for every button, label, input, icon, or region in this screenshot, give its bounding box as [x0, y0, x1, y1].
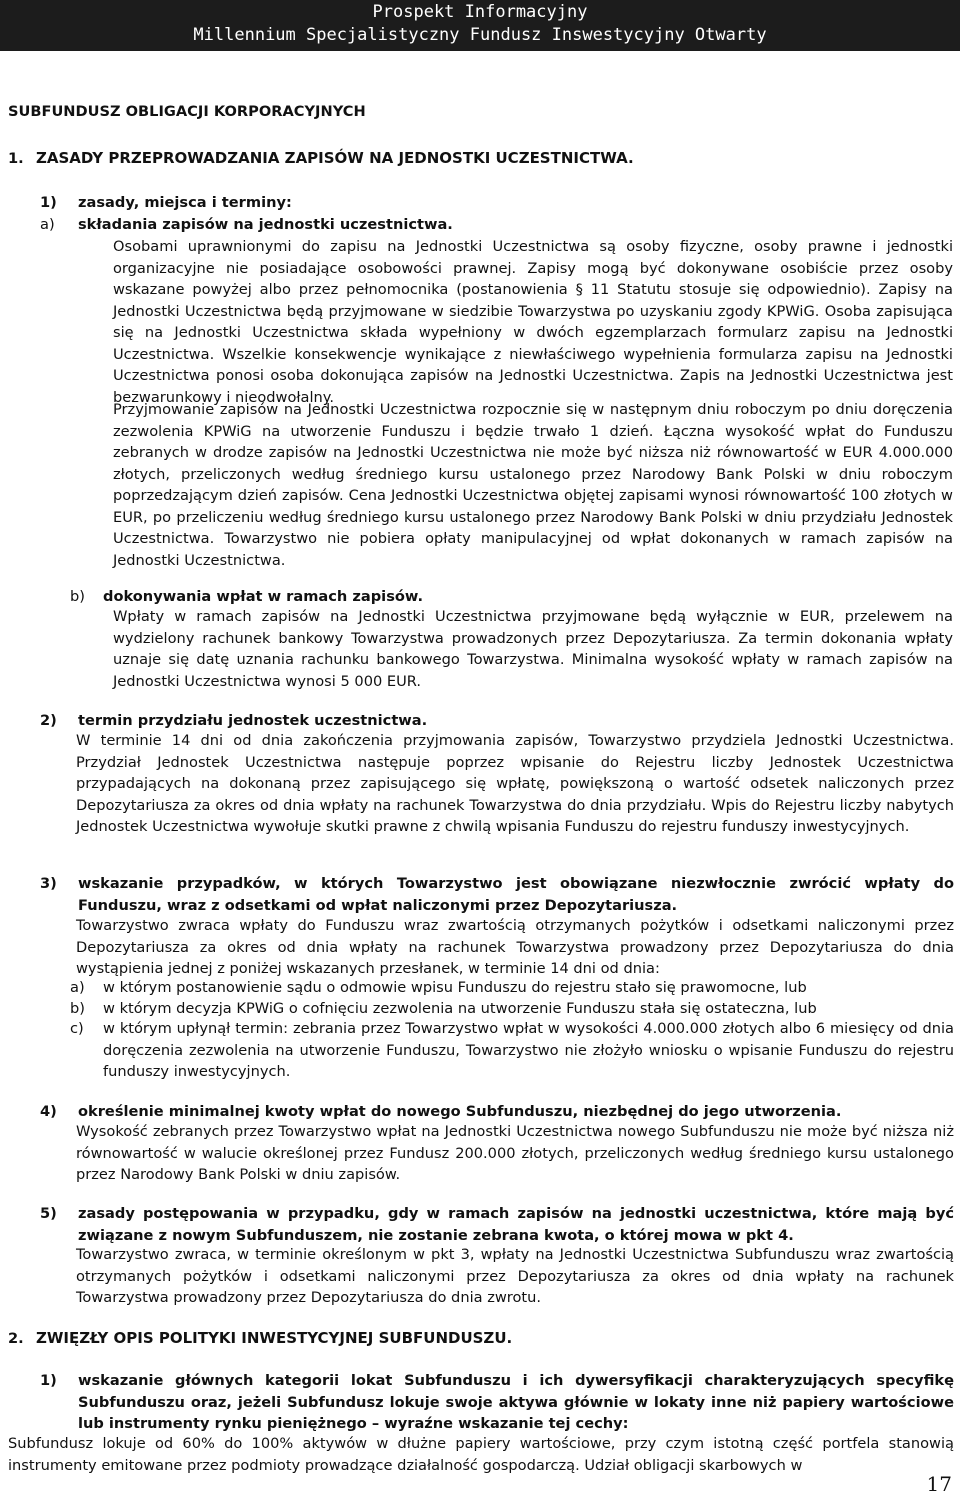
item-1b-title: dokonywania wpłat w ramach zapisów. [103, 588, 423, 605]
item-3b-text: w którym decyzja KPWiG o cofnięciu zezwolenia na utworzenie Funduszu stała się ostateczna, lub [103, 1000, 817, 1017]
section-1-number: 1. [8, 150, 24, 167]
s2-item-1-paragraph: Subfundusz lokuje od 60% do 100% aktywów w dłużne papiery wartościowe, przy czym istotną część portfela stanowią instrumenty emitowane przez podmioty prowadzące działalność gospodarczą. Udział obligacji skarbowych w [8, 1435, 954, 1474]
item-3a-text: w którym postanowienie sądu o odmowie wpisu Funduszu do rejestru stało się prawomocne, lub [103, 979, 807, 996]
item-3-number: 3) [40, 875, 57, 892]
item-2-paragraph: W terminie 14 dni od dnia zakończenia przyjmowania zapisów, Towarzystwo przydziela Jednostki Uczestnictwa. Przydział Jednostek Uczestnictwa następuje poprzez wpisanie do Rejestru liczby Jednostek Uczestnictwa przypadających na dokonaną przez zapisującego się wpłatę, powiększoną o wartość odsetek naliczonych przez Depozytariusza za okres od dnia wpłaty na rachunek Towarzystwa do dnia przydziału. Wpis do Rejestru liczby nabytych Jednostek Uczestnictwa wywołuje skutki prawne z chwilą wpisania Funduszu do rejestru funduszy inwestycyjnych. [76, 732, 954, 835]
document-header [0, 0, 960, 51]
s2-item-1-number: 1) [40, 1372, 57, 1389]
item-3a-label: a) [70, 979, 85, 996]
item-3b-label: b) [70, 1000, 85, 1017]
item-1a-title: składania zapisów na jednostki uczestnictwa. [78, 216, 453, 233]
item-2-number: 2) [40, 712, 57, 729]
item-5-paragraph: Towarzystwo zwraca, w terminie określonym w pkt 3, wpłaty na Jednostki Uczestnictwa Subfunduszu wraz zwartością otrzymanych pożytków i odsetkami naliczonymi przez Depozytariusza za okres od dnia wpłaty na rachunek Towarzystwa prowadzony przez Depozytariusza do dnia zwrotu. [76, 1246, 954, 1306]
item-5-number: 5) [40, 1205, 57, 1222]
s2-item-1-title: wskazanie głównych kategorii lokat Subfunduszu i ich dywersyfikacji charakteryzujących specyfikę Subfunduszu oraz, jeżeli Subfundusz lokuje swoje aktywa głównie w lokaty inne niż papiery wartościowe lub instrumenty rynku pieniężnego – wyraźne wskazanie tej cechy: [78, 1372, 954, 1432]
item-1a-paragraph-2: Przyjmowanie zapisów na Jednostki Uczestnictwa rozpocznie się w następnym dniu roboczym po dniu doręczenia zezwolenia KPWiG na utworzenie Funduszu i będzie trwało 1 dzień. Łączna wysokość wpłat do Funduszu zebranych w drodze zapisów na Jednostki Uczestnictwa nie może być niższa niż równowartość w EUR 4.000.000 złotych, przeliczonych według średniego kursu ustalonego przez Narodowy Bank Polski w dniu roboczym poprzedzającym dzień zapisów. Cena Jednostki Uczestnictwa objętej zapisami wynosi równowartość 100 złotych w EUR, po przeliczeniu według średniego kursu ustalonego przez Narodowy Bank Polski w dniu przydziału Jednostek Uczestnictwa. Towarzystwo nie pobiera opłaty manipulacyjnej od wpłat dokonanych w ramach zapisów na Jednostki Uczestnictwa. [113, 401, 953, 569]
item-5-title: zasady postępowania w przypadku, gdy w ramach zapisów na jednostki uczestnictwa, które mają być związane z nowym Subfunduszem, nie zostanie zebrana kwota, o której mowa w pkt 4. [78, 1205, 954, 1244]
item-3-paragraph: Towarzystwo zwraca wpłaty do Funduszu wraz zwartością otrzymanych pożytków i odsetkami naliczonymi przez Depozytariusza za okres od dnia wpłaty na rachunek Towarzystwa prowadzony przez Depozytariusza do dnia wystąpienia jednej z poniżej wskazanych przesłanek, w terminie 14 dni od dnia: [76, 917, 954, 977]
item-3c-label: c) [70, 1020, 84, 1037]
item-4-title: określenie minimalnej kwoty wpłat do nowego Subfunduszu, niezbędnej do jego utworzenia. [78, 1103, 842, 1120]
item-1-number: 1) [40, 194, 57, 211]
item-4-paragraph: Wysokość zebranych przez Towarzystwo wpłat na Jednostki Uczestnictwa nowego Subfunduszu nie może być niższa niż równowartość w walucie określonej przez Fundusz 200.000 złotych, przeliczonych według średniego kursu ustalonego przez Narodowy Bank Polski w dniu zapisów. [76, 1123, 954, 1183]
fund-title: SUBFUNDUSZ OBLIGACJI KORPORACYJNYCH [8, 103, 366, 120]
section-1-title: ZASADY PRZEPROWADZANIA ZAPISÓW NA JEDNOSTKI UCZESTNICTWA. [36, 149, 634, 167]
item-1b-paragraph: Wpłaty w ramach zapisów na Jednostki Uczestnictwa przyjmowane będą wyłącznie w EUR, przelewem na wydzielony rachunek bankowy Towarzystwa prowadzonych przez Depozytariusza. Za termin dokonania wpłaty uznaje się datę uznania rachunku bankowego Towarzystwa. Minimalna wysokość wpłaty w ramach zapisów na Jednostki Uczestnictwa wynosi 5 000 EUR. [113, 608, 953, 690]
page-number: 17 [926, 1472, 952, 1496]
item-3-title: wskazanie przypadków, w których Towarzystwo jest obowiązane niezwłocznie zwrócić wpłaty do Funduszu, wraz z odsetkami od wpłat naliczonymi przez Depozytariusza. [78, 875, 954, 914]
header-fund-name: Millennium Specjalistyczny Fundusz Inswestycyjny Otwarty [193, 25, 767, 45]
item-2-title: termin przydziału jednostek uczestnictwa. [78, 712, 428, 729]
section-2-title: ZWIĘZŁY OPIS POLITYKI INWESTYCYJNEJ SUBFUNDUSZU. [36, 1329, 513, 1347]
item-4-number: 4) [40, 1103, 57, 1120]
item-1a-label: a) [40, 216, 55, 233]
header-title: Prospekt Informacyjny [372, 2, 588, 22]
item-1-title: zasady, miejsca i terminy: [78, 194, 292, 211]
item-1a-paragraph-1: Osobami uprawnionymi do zapisu na Jednostki Uczestnictwa są osoby fizyczne, osoby prawne i jednostki organizacyjne nie posiadające osobowości prawnej. Zapisy mogą być dokonywane osobiście przez osoby wskazane powyżej albo przez pełnomocnika (postanowienia § 11 Statutu stosuje się odpowiednio). Zapisy na Jednostki Uczestnictwa będą przyjmowane w siedzibie Towarzystwa po uzyskaniu zgody KPWiG. Osoba zapisująca się na Jednostki Uczestnictwa składa wypełniony w dwóch egzemplarzach formularz zapisu na Jednostki Uczestnictwa. Wszelkie konsekwencje wynikające z niewłaściwego wypełnienia formularza zapisu na Jednostki Uczestnictwa ponosi osoba dokonująca zapisów na Jednostki Uczestnictwa. Zapis na Jednostki Uczestnictwa jest bezwarunkowy i nieodwołalny. [113, 238, 953, 406]
item-1b-label: b) [70, 588, 85, 605]
section-2-number: 2. [8, 1330, 24, 1347]
item-3c-text: w którym upłynął termin: zebrania przez Towarzystwo wpłat w wysokości 4.000.000 złotych albo 6 miesięcy od dnia doręczenia zezwolenia na utworzenie Funduszu, Towarzystwo nie złożyło wniosku o wpisanie Funduszu do rejestru funduszy inwestycyjnych. [103, 1020, 954, 1080]
